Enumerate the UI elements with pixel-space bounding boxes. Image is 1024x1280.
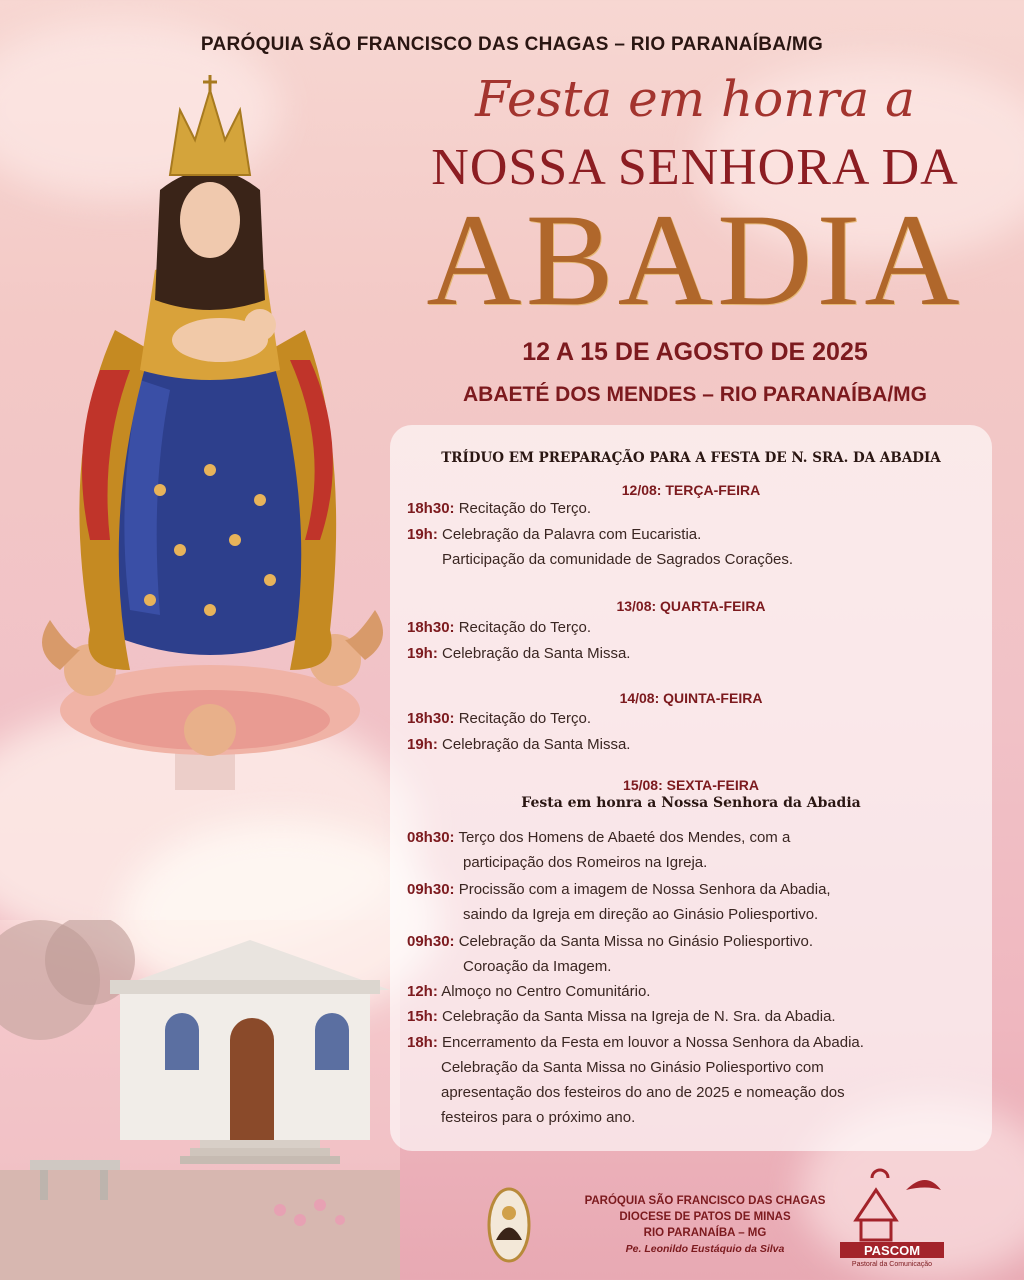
event-text-cont: saindo da Igreja em direção ao Ginásio Poliesportivo. bbox=[463, 906, 819, 923]
parish-logo-icon bbox=[486, 1185, 532, 1265]
day-sublabel: Festa em honra a Nossa Senhora da Abadia bbox=[521, 795, 861, 811]
event-text-cont: Participação da comunidade de Sagrados Corações. bbox=[442, 551, 794, 568]
event-text: Almoço no Centro Comunitário. bbox=[441, 983, 651, 1000]
schedule-item bbox=[407, 732, 987, 757]
event-text: Celebração da Santa Missa. bbox=[442, 645, 631, 662]
day-label: 15/08: SEXTA-FEIRA bbox=[623, 777, 759, 793]
title-script: Festa em honra a bbox=[475, 70, 915, 128]
event-time: 18h: bbox=[407, 1034, 438, 1051]
schedule-item bbox=[407, 496, 987, 521]
event-time: 09h30: bbox=[407, 933, 455, 950]
event-time: 18h30: bbox=[407, 710, 455, 727]
day-label: 13/08: QUARTA-FEIRA bbox=[616, 598, 766, 614]
event-text: Recitação do Terço. bbox=[458, 710, 592, 727]
event-time: 18h30: bbox=[407, 500, 455, 517]
schedule-item bbox=[407, 929, 987, 979]
event-text: Celebração da Santa Missa no Ginásio Poliesportivo. bbox=[458, 933, 814, 950]
event-text: Terço dos Homens de Abaeté dos Mendes, com a bbox=[458, 829, 791, 846]
event-text: Celebração da Santa Missa. bbox=[442, 736, 631, 753]
event-text: Recitação do Terço. bbox=[458, 500, 592, 517]
pascom-label: PASCOM bbox=[863, 1243, 921, 1258]
event-text-cont: festeiros para o próximo ano. bbox=[441, 1109, 636, 1126]
event-date: 12 A 15 DE AGOSTO DE 2025 bbox=[522, 338, 868, 366]
schedule-item bbox=[407, 1030, 987, 1130]
event-text-cont: participação dos Romeiros na Igreja. bbox=[463, 854, 708, 871]
footer-parish-info bbox=[540, 1193, 870, 1257]
parish-header: PARÓQUIA SÃO FRANCISCO DAS CHAGAS – RIO PARANAÍBA/MG bbox=[200, 34, 824, 55]
event-text: Encerramento da Festa em louvor a Nossa Senhora da Abadia. bbox=[442, 1034, 864, 1051]
footer-line2: DIOCESE DE PATOS DE MINAS bbox=[619, 1211, 791, 1223]
event-time: 19h: bbox=[407, 736, 438, 753]
event-time: 12h: bbox=[407, 983, 438, 1000]
schedule-item bbox=[407, 979, 987, 1004]
pascom-sub: Pastoral da Comunicação bbox=[851, 1261, 933, 1268]
event-time: 15h: bbox=[407, 1008, 438, 1025]
schedule-heading: TRÍDUO EM PREPARAÇÃO PARA A FESTA DE N. SRA. DA ABADIA bbox=[441, 450, 941, 466]
our-lady-statue-image bbox=[20, 70, 400, 790]
event-time: 19h: bbox=[407, 526, 438, 543]
event-time: 18h30: bbox=[407, 619, 455, 636]
schedule-item bbox=[407, 825, 987, 875]
event-text: Recitação do Terço. bbox=[458, 619, 592, 636]
footer-priest: Pe. Leonildo Eustáquio da Silva bbox=[625, 1243, 785, 1255]
schedule-item bbox=[407, 522, 987, 572]
church-image bbox=[0, 920, 400, 1280]
event-text-cont: Coroação da Imagem. bbox=[463, 958, 612, 975]
day-label: 14/08: QUINTA-FEIRA bbox=[619, 690, 763, 706]
event-text-cont: Celebração da Santa Missa no Ginásio Poliesportivo com bbox=[441, 1059, 824, 1076]
schedule-item bbox=[407, 877, 987, 927]
event-text: Celebração da Palavra com Eucaristia. bbox=[442, 526, 702, 543]
pascom-logo-icon bbox=[836, 1160, 948, 1270]
footer-line3: RIO PARANAÍBA – MG bbox=[643, 1227, 767, 1239]
event-text: Celebração da Santa Missa na Igreja de N. Sra. da Abadia. bbox=[442, 1008, 836, 1025]
day-label: 12/08: TERÇA-FEIRA bbox=[621, 482, 761, 498]
schedule-item bbox=[407, 1004, 987, 1029]
title-abadia: ABADIA bbox=[426, 186, 964, 333]
event-text-cont: apresentação dos festeiros do ano de 2025 e nomeação dos bbox=[441, 1084, 845, 1101]
schedule-item bbox=[407, 706, 987, 731]
event-time: 09h30: bbox=[407, 881, 455, 898]
event-place: ABAETÉ DOS MENDES – RIO PARANAÍBA/MG bbox=[463, 383, 927, 406]
event-time: 08h30: bbox=[407, 829, 455, 846]
title-line2: NOSSA SENHORA DA bbox=[431, 139, 959, 196]
event-text: Procissão com a imagem de Nossa Senhora da Abadia, bbox=[458, 881, 831, 898]
footer-line1: PARÓQUIA SÃO FRANCISCO DAS CHAGAS bbox=[584, 1195, 826, 1207]
event-time: 19h: bbox=[407, 645, 438, 662]
schedule-item bbox=[407, 641, 987, 666]
schedule-item bbox=[407, 615, 987, 640]
